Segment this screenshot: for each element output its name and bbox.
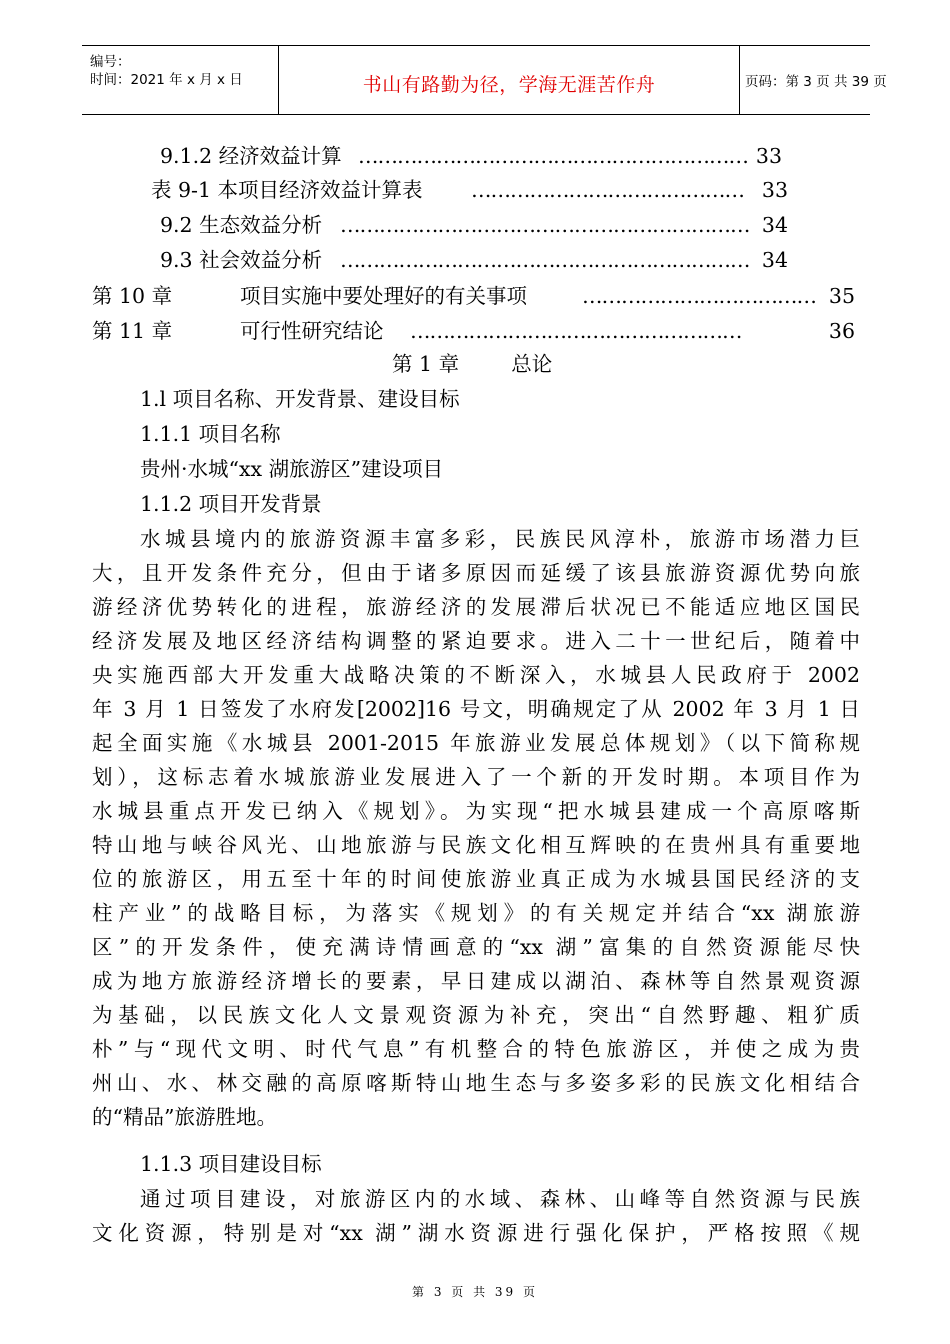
toc-label: 第 11 章 <box>92 319 173 343</box>
paragraph-line: 通过项目建设，对旅游区内的水域、森林、山峰等自然资源与民族 <box>140 1187 860 1211</box>
toc-label: 9.3 社会效益分析 <box>160 248 323 272</box>
paragraph-line: 柱产业”的战略目标，为落实《规划》的有关规定并结合“xx 湖旅游 <box>92 901 860 925</box>
subsection-heading: 1.1.2 项目开发背景 <box>140 492 322 516</box>
paragraph-line: 划），这标志着水城旅游业发展进入了一个新的开发时期。本项目作为 <box>92 765 860 789</box>
header-meta-cell <box>82 46 278 114</box>
paragraph-line: 特山地与峡谷风光、山地旅游与民族文化相互辉映的在贵州具有重要地 <box>92 833 860 857</box>
toc-page: 33 <box>755 144 782 168</box>
document-number: 编号： <box>90 54 131 70</box>
paragraph-line: 成为地方旅游经济增长的要素，早日建成以湖泊、森林等自然景观资源 <box>92 969 860 993</box>
paragraph-line: 文化资源，特别是对“xx 湖”湖水资源进行强化保护，严格按照《规 <box>92 1221 860 1245</box>
toc-leader: …………………………………………… <box>410 319 742 343</box>
paragraph-line: 水城县重点开发已纳入《规划》。为实现“把水城县建成一个高原喀斯 <box>92 799 860 823</box>
toc-leader: ……………………………………………………… <box>340 248 750 272</box>
toc-leader: …………………………………………………… <box>358 144 748 168</box>
paragraph-line: 为基础，以民族文化人文景观资源为补充，突出“自然野趣、粗犷质 <box>92 1003 860 1027</box>
page-footer: 第 3 页 共 39 页 <box>412 1285 538 1299</box>
paragraph-line: 央实施西部大开发重大战略决策的不断深入，水城县人民政府于 2002 <box>92 663 860 687</box>
paragraph-line: 游经济优势转化的进程，旅游经济的发展滞后状况已不能适应地区国民 <box>92 595 860 619</box>
toc-page: 35 <box>828 284 855 308</box>
header-motto-cell <box>278 46 740 114</box>
chapter-title: 第 1 章 总论 <box>392 352 553 376</box>
section-heading: 1.l 项目名称、开发背景、建设目标 <box>140 387 460 411</box>
paragraph-line: 大，且开发条件充分，但由于诸多原因而延缓了该县旅游资源优势向旅 <box>92 561 860 585</box>
paragraph-line: 的“精品”旅游胜地。 <box>92 1105 277 1129</box>
toc-page: 36 <box>828 319 855 343</box>
paragraph-line: 经济发展及地区经济结构调整的紧迫要求。进入二十一世纪后，随着中 <box>92 629 860 653</box>
paragraph-line: 起全面实施《水城县 2001-2015 年旅游业发展总体规划》（以下简称规 <box>92 731 860 755</box>
toc-title: 可行性研究结论 <box>240 319 384 343</box>
toc-label: 表 9-1 本项目经济效益计算表 <box>151 178 423 202</box>
toc-title: 项目实施中要处理好的有关事项 <box>240 284 527 308</box>
header-page-number: 页码：第 3 页 共 39 页 <box>745 74 887 90</box>
toc-page: 33 <box>761 178 788 202</box>
subsection-heading: 1.1.1 项目名称 <box>140 422 281 446</box>
toc-label: 9.1.2 经济效益计算 <box>160 144 342 168</box>
paragraph-background <box>92 522 860 1134</box>
motto: 书山有路勤为径，学海无涯苦作舟 <box>362 74 656 96</box>
page-header <box>82 45 887 115</box>
paragraph-line: 年 3 月 1 日签发了水府发[2002]16 号文，明确规定了从 2002 年 3 月 1 日 <box>92 697 860 721</box>
paragraph-line: 州山、水、林交融的高原喀斯特山地生态与多姿多彩的民族文化相结合 <box>92 1071 860 1095</box>
project-name: 贵州·水城“xx 湖旅游区”建设项目 <box>140 457 444 481</box>
paragraph-line: 水城县境内的旅游资源丰富多彩，民族民风淳朴，旅游市场潜力巨 <box>140 527 860 551</box>
paragraph-line: 区”的开发条件，使充满诗情画意的“xx 湖”富集的自然资源能尽快 <box>92 935 860 959</box>
paragraph-line: 朴”与“现代文明、时代气息”有机整合的特色旅游区，并使之成为贵 <box>92 1037 860 1061</box>
toc-page: 34 <box>761 213 788 237</box>
document-time: 时间：2021 年 x 月 x 日 <box>90 72 243 88</box>
toc-page: 34 <box>761 248 788 272</box>
toc-leader: ……………………………………………………… <box>340 213 750 237</box>
header-page-cell <box>739 46 887 114</box>
toc-leader: …………………………………… <box>471 178 744 202</box>
subsection-heading: 1.1.3 项目建设目标 <box>140 1152 322 1176</box>
paragraph-line: 位的旅游区，用五至十年的时间使旅游业真正成为水城县国民经济的支 <box>92 867 860 891</box>
toc-leader: ……………………………… <box>582 284 816 308</box>
paragraph-goals <box>92 1182 860 1250</box>
toc-label: 9.2 生态效益分析 <box>160 213 323 237</box>
toc-label: 第 10 章 <box>92 284 173 308</box>
